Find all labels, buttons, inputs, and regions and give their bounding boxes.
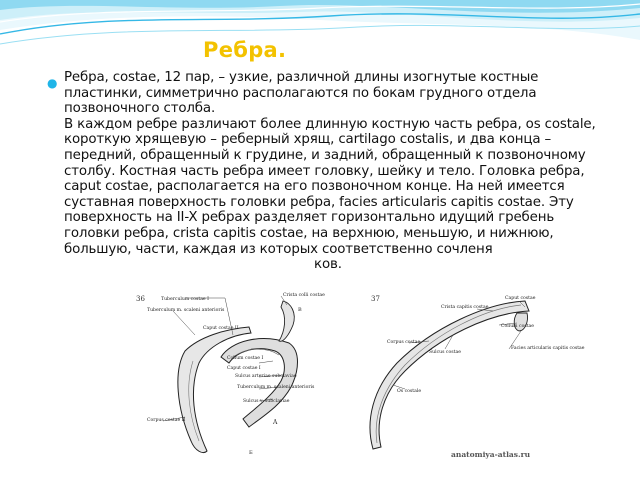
- label-tuberculum-m-scaleni-2: Tuberculum m. scaleni anterioris: [237, 385, 315, 390]
- rib-piece-b: [279, 301, 294, 341]
- label-corpus-costae-ii: Corpus costae II: [147, 418, 186, 423]
- label-os-costale: Os costale: [397, 389, 422, 394]
- label-facies-articularis: Facies articularis capitis costae: [511, 346, 585, 351]
- label-letter-b: Б: [249, 450, 253, 456]
- label-corpus-costae: Corpus costae: [387, 340, 421, 345]
- label-sulcus-v-subclaviae: Sulcus v. subclaviae: [243, 399, 290, 404]
- rib-illustration: [133, 291, 585, 463]
- rib-illustration-svg: [133, 291, 585, 463]
- label-collum-costae: Collum costae: [501, 324, 534, 329]
- paragraph-description-tail: ков.: [314, 257, 342, 273]
- bullet-icon: ●: [47, 76, 58, 90]
- label-caput-costae-i: Caput costae I: [227, 366, 261, 371]
- watermark: anatomiya-atlas.ru: [451, 450, 531, 459]
- first-rib-shape: [221, 339, 298, 427]
- label-crista-capitis: Crista capitis costae: [441, 305, 489, 310]
- label-sulcus-costae: Sulcus costae: [429, 350, 461, 355]
- slide-title: Ребра.: [203, 38, 287, 62]
- body-text: [64, 70, 612, 273]
- header-wave-decoration: [0, 0, 640, 70]
- label-caput-costae-ii: Caput costae II: [203, 326, 239, 331]
- label-tuberculum-m-scaleni: Tuberculum m. scaleni anterioris: [147, 308, 225, 313]
- paragraph-description-text: В каждом ребре различают более длинную костную часть ребра, os costale, короткую хрящевую – реберный хрящ, cartilago costalis, и два конца – передний, обращенный к грудине, и задний, обращенный к позвоночному столбу. Костная часть ребра имеет головку, шейку и тело. Головка ребра, caput costae, располагается на его позвоночном конце. На ней имеется суставная поверхность головки ребра, facies articularis capitis costae. Эту поверхность на II-X ребрах разделяет горизонтально идущий гребень головки ребра, crista capitis costae, на верхнюю, меньшую, и нижнюю, большую, части, каждая из которых соответственно сочленя: [64, 116, 596, 257]
- paragraph-intro: Ребра, costae, 12 пар, – узкие, различной длины изогнутые костные пластинки, симметрично располагаются по бокам грудного отдела позвоночного столба.: [64, 70, 539, 117]
- label-crista-colli-costae: Crista colli costae: [283, 293, 325, 298]
- label-sulcus-arteriae: Sulcus arteriae subclaviae: [235, 374, 297, 379]
- label-collum-costae-i: Collum costae I: [227, 356, 264, 361]
- paragraph-description: [64, 117, 612, 273]
- label-tuberculum-costae-i: Tuberculum costae I: [161, 297, 209, 302]
- label-letter-b2: B: [298, 307, 302, 313]
- figure-number-right: 37: [371, 295, 380, 303]
- figure-number-left: 36: [136, 295, 145, 303]
- label-letter-a: A: [273, 419, 278, 426]
- label-caput-costae: Caput costae: [505, 296, 536, 301]
